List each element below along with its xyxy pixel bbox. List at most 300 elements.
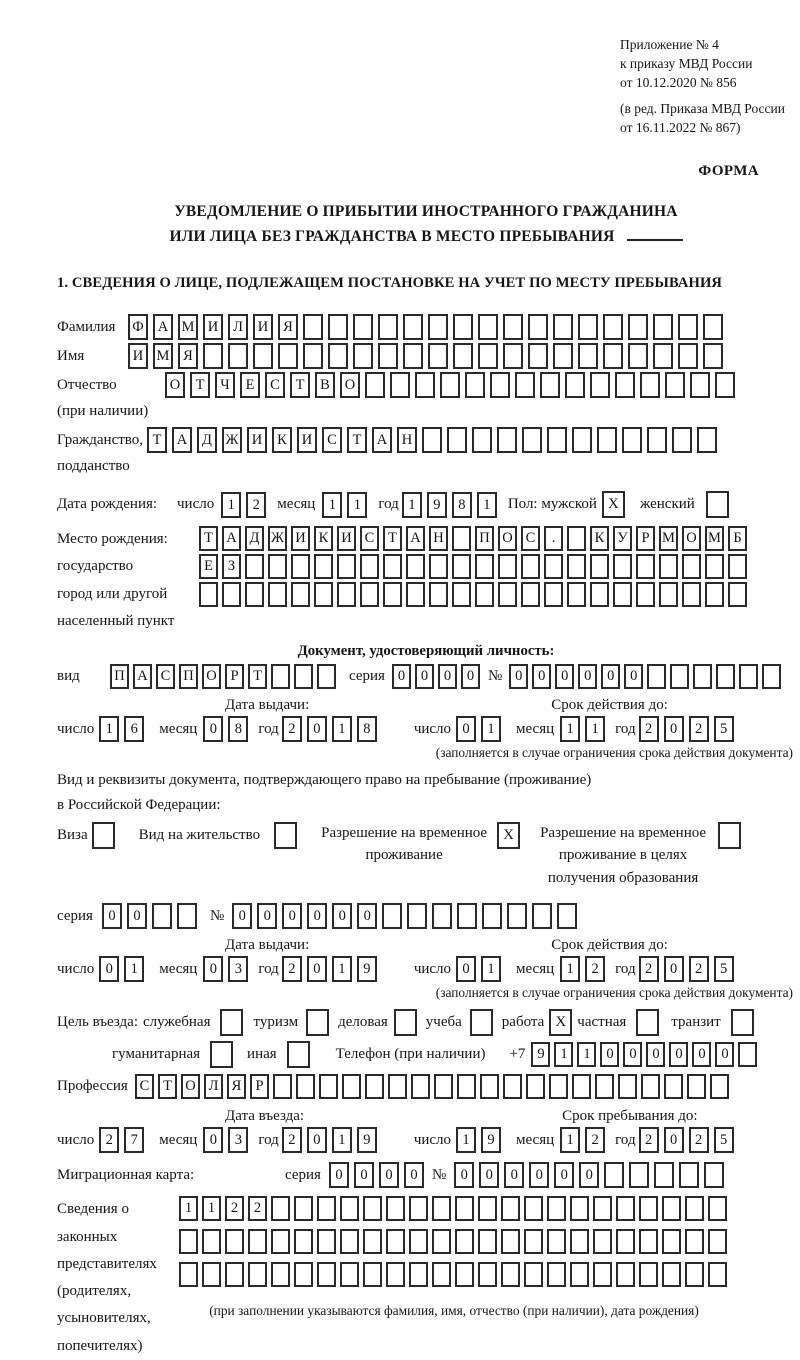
- char-cell[interactable]: [716, 664, 735, 689]
- char-cell[interactable]: 1: [332, 956, 352, 982]
- char-cell[interactable]: 9: [357, 956, 377, 982]
- char-cell[interactable]: 9: [357, 1127, 377, 1153]
- char-cell[interactable]: С: [521, 526, 540, 551]
- char-cell[interactable]: [738, 1042, 757, 1067]
- char-cell[interactable]: 8: [357, 716, 377, 742]
- char-cell[interactable]: [268, 554, 287, 579]
- char-cell[interactable]: [659, 554, 678, 579]
- char-cell[interactable]: [572, 1074, 591, 1099]
- char-cell[interactable]: [613, 582, 632, 607]
- char-cell[interactable]: [544, 554, 563, 579]
- char-cell[interactable]: [340, 1196, 359, 1221]
- char-cell[interactable]: [679, 1162, 699, 1188]
- char-cell[interactable]: [664, 1074, 683, 1099]
- char-cell[interactable]: [360, 582, 379, 607]
- char-cell[interactable]: 5: [714, 956, 734, 982]
- char-cell[interactable]: [429, 582, 448, 607]
- char-cell[interactable]: 1: [124, 956, 144, 982]
- permit-issue-year-cells[interactable]: [282, 956, 382, 982]
- char-cell[interactable]: 1: [477, 492, 497, 518]
- temp-permit-checkbox[interactable]: X: [497, 822, 520, 849]
- char-cell[interactable]: [704, 1162, 724, 1188]
- char-cell[interactable]: [294, 1229, 313, 1254]
- char-cell[interactable]: [406, 554, 425, 579]
- char-cell[interactable]: [693, 664, 712, 689]
- char-cell[interactable]: 9: [427, 492, 447, 518]
- permit-issue-day-cells[interactable]: [99, 956, 149, 982]
- migration-number-cells[interactable]: [454, 1162, 729, 1188]
- char-cell[interactable]: [452, 526, 471, 551]
- char-cell[interactable]: [593, 1262, 612, 1287]
- char-cell[interactable]: [337, 554, 356, 579]
- char-cell[interactable]: 2: [99, 1127, 119, 1153]
- char-cell[interactable]: [705, 554, 724, 579]
- char-cell[interactable]: [222, 582, 241, 607]
- char-cell[interactable]: 0: [282, 903, 302, 929]
- char-cell[interactable]: 1: [322, 492, 342, 518]
- char-cell[interactable]: [409, 1196, 428, 1221]
- stay-day-cells[interactable]: [456, 1127, 506, 1153]
- char-cell[interactable]: [179, 1229, 198, 1254]
- char-cell[interactable]: 0: [203, 1127, 223, 1153]
- char-cell[interactable]: [567, 526, 586, 551]
- char-cell[interactable]: [482, 903, 502, 929]
- entry-year-cells[interactable]: [282, 1127, 382, 1153]
- char-cell[interactable]: [665, 372, 685, 398]
- char-cell[interactable]: [728, 582, 747, 607]
- char-cell[interactable]: [253, 343, 273, 369]
- char-cell[interactable]: [317, 1196, 336, 1221]
- birth-day-cells[interactable]: [221, 492, 271, 518]
- char-cell[interactable]: [662, 1229, 681, 1254]
- char-cell[interactable]: 2: [282, 1127, 302, 1153]
- char-cell[interactable]: О: [202, 664, 221, 689]
- char-cell[interactable]: 0: [99, 956, 119, 982]
- char-cell[interactable]: П: [475, 526, 494, 551]
- char-cell[interactable]: [521, 582, 540, 607]
- char-cell[interactable]: [540, 372, 560, 398]
- purpose-business-checkbox[interactable]: [394, 1009, 417, 1036]
- char-cell[interactable]: [570, 1229, 589, 1254]
- char-cell[interactable]: [501, 1229, 520, 1254]
- char-cell[interactable]: С: [322, 427, 342, 453]
- char-cell[interactable]: [225, 1262, 244, 1287]
- char-cell[interactable]: [317, 1229, 336, 1254]
- char-cell[interactable]: [434, 1074, 453, 1099]
- char-cell[interactable]: 3: [228, 1127, 248, 1153]
- char-cell[interactable]: И: [203, 314, 223, 340]
- char-cell[interactable]: [553, 314, 573, 340]
- char-cell[interactable]: [478, 314, 498, 340]
- char-cell[interactable]: [386, 1196, 405, 1221]
- char-cell[interactable]: [639, 1262, 658, 1287]
- char-cell[interactable]: 9: [531, 1042, 550, 1067]
- char-cell[interactable]: 0: [415, 664, 434, 689]
- char-cell[interactable]: [278, 343, 298, 369]
- char-cell[interactable]: [703, 343, 723, 369]
- char-cell[interactable]: [432, 1262, 451, 1287]
- doc-kind-cells[interactable]: [110, 664, 340, 689]
- char-cell[interactable]: [590, 372, 610, 398]
- char-cell[interactable]: [615, 372, 635, 398]
- char-cell[interactable]: [647, 664, 666, 689]
- char-cell[interactable]: Н: [429, 526, 448, 551]
- char-cell[interactable]: [690, 372, 710, 398]
- given-name-cells[interactable]: [128, 343, 728, 369]
- char-cell[interactable]: 2: [639, 716, 659, 742]
- char-cell[interactable]: [636, 554, 655, 579]
- char-cell[interactable]: З: [222, 554, 241, 579]
- char-cell[interactable]: Р: [225, 664, 244, 689]
- char-cell[interactable]: [532, 903, 552, 929]
- char-cell[interactable]: 1: [99, 716, 119, 742]
- char-cell[interactable]: [411, 1074, 430, 1099]
- char-cell[interactable]: И: [291, 526, 310, 551]
- visa-checkbox[interactable]: [92, 822, 115, 849]
- char-cell[interactable]: 0: [257, 903, 277, 929]
- char-cell[interactable]: [383, 582, 402, 607]
- char-cell[interactable]: [271, 1262, 290, 1287]
- char-cell[interactable]: [567, 582, 586, 607]
- char-cell[interactable]: [179, 1262, 198, 1287]
- char-cell[interactable]: [685, 1196, 704, 1221]
- char-cell[interactable]: 1: [179, 1196, 198, 1221]
- char-cell[interactable]: [647, 427, 667, 453]
- char-cell[interactable]: [547, 1262, 566, 1287]
- char-cell[interactable]: 0: [354, 1162, 374, 1188]
- char-cell[interactable]: [478, 1262, 497, 1287]
- char-cell[interactable]: С: [360, 526, 379, 551]
- char-cell[interactable]: И: [128, 343, 148, 369]
- char-cell[interactable]: 0: [578, 664, 597, 689]
- char-cell[interactable]: [590, 554, 609, 579]
- char-cell[interactable]: [547, 1196, 566, 1221]
- char-cell[interactable]: [429, 554, 448, 579]
- char-cell[interactable]: С: [156, 664, 175, 689]
- char-cell[interactable]: [403, 343, 423, 369]
- char-cell[interactable]: Я: [278, 314, 298, 340]
- char-cell[interactable]: 0: [332, 903, 352, 929]
- char-cell[interactable]: 1: [402, 492, 422, 518]
- char-cell[interactable]: Т: [383, 526, 402, 551]
- char-cell[interactable]: [353, 343, 373, 369]
- char-cell[interactable]: [515, 372, 535, 398]
- char-cell[interactable]: 1: [585, 716, 605, 742]
- char-cell[interactable]: Т: [147, 427, 167, 453]
- char-cell[interactable]: 0: [461, 664, 480, 689]
- char-cell[interactable]: 0: [509, 664, 528, 689]
- char-cell[interactable]: [432, 1196, 451, 1221]
- char-cell[interactable]: [245, 582, 264, 607]
- char-cell[interactable]: [728, 554, 747, 579]
- char-cell[interactable]: Я: [227, 1074, 246, 1099]
- purpose-official-checkbox[interactable]: [220, 1009, 243, 1036]
- char-cell[interactable]: 0: [624, 664, 643, 689]
- char-cell[interactable]: [365, 1074, 384, 1099]
- char-cell[interactable]: [340, 1229, 359, 1254]
- char-cell[interactable]: [653, 314, 673, 340]
- char-cell[interactable]: О: [181, 1074, 200, 1099]
- doc-series-cells[interactable]: [392, 664, 484, 689]
- char-cell[interactable]: 2: [246, 492, 266, 518]
- char-cell[interactable]: 0: [127, 903, 147, 929]
- char-cell[interactable]: О: [498, 526, 517, 551]
- representatives-cells-row3[interactable]: [179, 1262, 731, 1287]
- char-cell[interactable]: .: [544, 526, 563, 551]
- char-cell[interactable]: [475, 582, 494, 607]
- char-cell[interactable]: 1: [202, 1196, 221, 1221]
- char-cell[interactable]: [503, 1074, 522, 1099]
- char-cell[interactable]: К: [314, 526, 333, 551]
- char-cell[interactable]: Т: [347, 427, 367, 453]
- char-cell[interactable]: [544, 582, 563, 607]
- char-cell[interactable]: М: [178, 314, 198, 340]
- char-cell[interactable]: [271, 1229, 290, 1254]
- char-cell[interactable]: Т: [190, 372, 210, 398]
- char-cell[interactable]: [578, 314, 598, 340]
- char-cell[interactable]: [365, 372, 385, 398]
- char-cell[interactable]: [682, 582, 701, 607]
- char-cell[interactable]: [409, 1262, 428, 1287]
- char-cell[interactable]: [501, 1262, 520, 1287]
- char-cell[interactable]: [672, 427, 692, 453]
- char-cell[interactable]: А: [222, 526, 241, 551]
- char-cell[interactable]: [475, 554, 494, 579]
- char-cell[interactable]: [708, 1262, 727, 1287]
- permit-number-cells[interactable]: [232, 903, 582, 929]
- char-cell[interactable]: [613, 554, 632, 579]
- char-cell[interactable]: О: [165, 372, 185, 398]
- char-cell[interactable]: [503, 314, 523, 340]
- doc-issue-year-cells[interactable]: [282, 716, 382, 742]
- char-cell[interactable]: [440, 372, 460, 398]
- char-cell[interactable]: [618, 1074, 637, 1099]
- char-cell[interactable]: Н: [397, 427, 417, 453]
- char-cell[interactable]: С: [265, 372, 285, 398]
- char-cell[interactable]: 2: [585, 956, 605, 982]
- char-cell[interactable]: [177, 903, 197, 929]
- char-cell[interactable]: И: [297, 427, 317, 453]
- char-cell[interactable]: 0: [664, 716, 684, 742]
- char-cell[interactable]: [453, 343, 473, 369]
- char-cell[interactable]: 0: [532, 664, 551, 689]
- char-cell[interactable]: [388, 1074, 407, 1099]
- char-cell[interactable]: [522, 427, 542, 453]
- char-cell[interactable]: [739, 664, 758, 689]
- char-cell[interactable]: 0: [664, 956, 684, 982]
- char-cell[interactable]: [549, 1074, 568, 1099]
- char-cell[interactable]: [616, 1262, 635, 1287]
- migration-series-cells[interactable]: [329, 1162, 429, 1188]
- char-cell[interactable]: [203, 343, 223, 369]
- char-cell[interactable]: [685, 1262, 704, 1287]
- char-cell[interactable]: Т: [158, 1074, 177, 1099]
- char-cell[interactable]: [572, 427, 592, 453]
- char-cell[interactable]: 2: [585, 1127, 605, 1153]
- char-cell[interactable]: 2: [689, 956, 709, 982]
- char-cell[interactable]: 0: [203, 956, 223, 982]
- permit-valid-month-cells[interactable]: [560, 956, 610, 982]
- purpose-transit-checkbox[interactable]: [731, 1009, 754, 1036]
- char-cell[interactable]: А: [406, 526, 425, 551]
- char-cell[interactable]: [616, 1229, 635, 1254]
- char-cell[interactable]: 1: [560, 1127, 580, 1153]
- char-cell[interactable]: [303, 314, 323, 340]
- char-cell[interactable]: 0: [554, 1162, 574, 1188]
- char-cell[interactable]: [685, 1229, 704, 1254]
- sex-male-checkbox[interactable]: X: [602, 491, 625, 518]
- char-cell[interactable]: [342, 1074, 361, 1099]
- char-cell[interactable]: [636, 582, 655, 607]
- char-cell[interactable]: И: [337, 526, 356, 551]
- char-cell[interactable]: [291, 582, 310, 607]
- char-cell[interactable]: [639, 1229, 658, 1254]
- char-cell[interactable]: [296, 1074, 315, 1099]
- char-cell[interactable]: 0: [404, 1162, 424, 1188]
- purpose-study-checkbox[interactable]: [470, 1009, 493, 1036]
- char-cell[interactable]: А: [172, 427, 192, 453]
- char-cell[interactable]: [455, 1262, 474, 1287]
- char-cell[interactable]: [593, 1229, 612, 1254]
- char-cell[interactable]: [503, 343, 523, 369]
- permit-issue-month-cells[interactable]: [203, 956, 253, 982]
- char-cell[interactable]: [628, 343, 648, 369]
- char-cell[interactable]: Д: [245, 526, 264, 551]
- char-cell[interactable]: 0: [456, 956, 476, 982]
- char-cell[interactable]: [490, 372, 510, 398]
- stay-month-cells[interactable]: [560, 1127, 610, 1153]
- char-cell[interactable]: [455, 1229, 474, 1254]
- char-cell[interactable]: [524, 1262, 543, 1287]
- char-cell[interactable]: 0: [456, 716, 476, 742]
- char-cell[interactable]: Р: [250, 1074, 269, 1099]
- char-cell[interactable]: 0: [479, 1162, 499, 1188]
- char-cell[interactable]: 5: [714, 716, 734, 742]
- char-cell[interactable]: [455, 1196, 474, 1221]
- char-cell[interactable]: 2: [639, 956, 659, 982]
- char-cell[interactable]: 2: [282, 956, 302, 982]
- char-cell[interactable]: [653, 343, 673, 369]
- char-cell[interactable]: 0: [438, 664, 457, 689]
- permit-series-cells[interactable]: [102, 903, 202, 929]
- char-cell[interactable]: [403, 314, 423, 340]
- char-cell[interactable]: 0: [555, 664, 574, 689]
- birth-place-cells-row2[interactable]: [199, 554, 751, 579]
- char-cell[interactable]: [271, 664, 290, 689]
- char-cell[interactable]: [629, 1162, 649, 1188]
- char-cell[interactable]: Е: [240, 372, 260, 398]
- doc-valid-day-cells[interactable]: [456, 716, 506, 742]
- permit-valid-year-cells[interactable]: [639, 956, 739, 982]
- char-cell[interactable]: К: [272, 427, 292, 453]
- entry-month-cells[interactable]: [203, 1127, 253, 1153]
- char-cell[interactable]: [378, 343, 398, 369]
- doc-valid-month-cells[interactable]: [560, 716, 610, 742]
- char-cell[interactable]: 1: [332, 716, 352, 742]
- char-cell[interactable]: [547, 427, 567, 453]
- char-cell[interactable]: [363, 1196, 382, 1221]
- purpose-humanitarian-checkbox[interactable]: [210, 1041, 233, 1068]
- char-cell[interactable]: С: [135, 1074, 154, 1099]
- char-cell[interactable]: [452, 582, 471, 607]
- char-cell[interactable]: [472, 427, 492, 453]
- char-cell[interactable]: [524, 1229, 543, 1254]
- char-cell[interactable]: [678, 314, 698, 340]
- char-cell[interactable]: [553, 343, 573, 369]
- char-cell[interactable]: 0: [504, 1162, 524, 1188]
- char-cell[interactable]: 2: [248, 1196, 267, 1221]
- char-cell[interactable]: 3: [228, 956, 248, 982]
- char-cell[interactable]: 1: [481, 956, 501, 982]
- char-cell[interactable]: [447, 427, 467, 453]
- birth-month-cells[interactable]: [322, 492, 372, 518]
- char-cell[interactable]: [303, 343, 323, 369]
- char-cell[interactable]: Б: [728, 526, 747, 551]
- char-cell[interactable]: И: [247, 427, 267, 453]
- char-cell[interactable]: 0: [600, 1042, 619, 1067]
- char-cell[interactable]: [202, 1229, 221, 1254]
- permit-valid-day-cells[interactable]: [456, 956, 506, 982]
- char-cell[interactable]: Д: [197, 427, 217, 453]
- char-cell[interactable]: [687, 1074, 706, 1099]
- char-cell[interactable]: [199, 582, 218, 607]
- char-cell[interactable]: [762, 664, 781, 689]
- char-cell[interactable]: [595, 1074, 614, 1099]
- char-cell[interactable]: [432, 1229, 451, 1254]
- char-cell[interactable]: [268, 582, 287, 607]
- char-cell[interactable]: [457, 1074, 476, 1099]
- char-cell[interactable]: К: [590, 526, 609, 551]
- char-cell[interactable]: [291, 554, 310, 579]
- char-cell[interactable]: [353, 314, 373, 340]
- char-cell[interactable]: [603, 314, 623, 340]
- char-cell[interactable]: [337, 582, 356, 607]
- char-cell[interactable]: [382, 903, 402, 929]
- char-cell[interactable]: [363, 1229, 382, 1254]
- birth-place-cells-row3[interactable]: [199, 582, 751, 607]
- doc-number-cells[interactable]: [509, 664, 785, 689]
- char-cell[interactable]: 2: [282, 716, 302, 742]
- char-cell[interactable]: [294, 664, 313, 689]
- char-cell[interactable]: [498, 582, 517, 607]
- char-cell[interactable]: 0: [102, 903, 122, 929]
- char-cell[interactable]: [409, 1229, 428, 1254]
- char-cell[interactable]: 8: [452, 492, 472, 518]
- purpose-private-checkbox[interactable]: [636, 1009, 659, 1036]
- char-cell[interactable]: [340, 1262, 359, 1287]
- char-cell[interactable]: Ж: [222, 427, 242, 453]
- char-cell[interactable]: [501, 1196, 520, 1221]
- char-cell[interactable]: [383, 554, 402, 579]
- char-cell[interactable]: [328, 343, 348, 369]
- char-cell[interactable]: 0: [307, 716, 327, 742]
- char-cell[interactable]: 1: [560, 716, 580, 742]
- edu-permit-checkbox[interactable]: [718, 822, 741, 849]
- representatives-cells-row1[interactable]: [179, 1196, 731, 1221]
- residence-permit-checkbox[interactable]: [274, 822, 297, 849]
- doc-valid-year-cells[interactable]: [639, 716, 739, 742]
- char-cell[interactable]: [415, 372, 435, 398]
- char-cell[interactable]: [428, 314, 448, 340]
- char-cell[interactable]: [708, 1196, 727, 1221]
- char-cell[interactable]: Я: [178, 343, 198, 369]
- birth-place-cells-row1[interactable]: [199, 526, 751, 551]
- char-cell[interactable]: [390, 372, 410, 398]
- char-cell[interactable]: [248, 1262, 267, 1287]
- char-cell[interactable]: [152, 903, 172, 929]
- char-cell[interactable]: [640, 372, 660, 398]
- char-cell[interactable]: 0: [623, 1042, 642, 1067]
